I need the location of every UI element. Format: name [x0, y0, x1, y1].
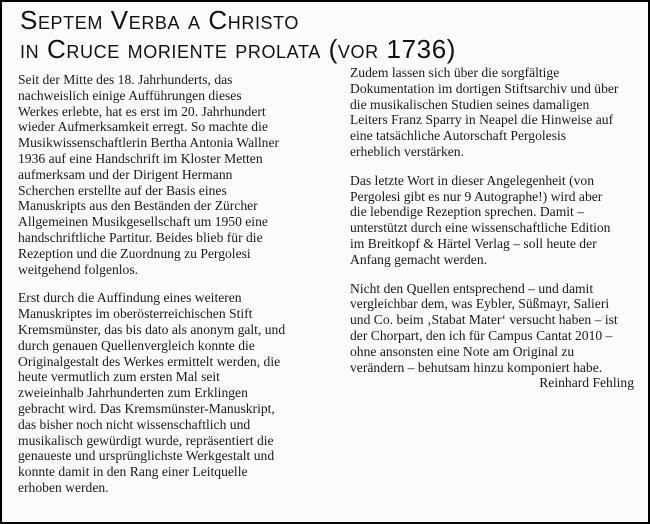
text-line: gebracht wird. Das Kremsmünster-Manuskript, — [18, 400, 275, 416]
text-line: die musikalischen Studien seines damaligen — [350, 96, 590, 112]
text-line: eine tatsächliche Autorschaft Pergolesis — [350, 128, 567, 144]
text-line: durch genauen Quellenvergleich konnte die — [18, 337, 255, 353]
page-title — [20, 6, 640, 64]
paragraph-left-1 — [18, 72, 336, 277]
title-line-2: in Cruce moriente prolata (vor 1736) — [20, 34, 457, 64]
text-line: handschriftliche Partitur. Beides blieb für die — [18, 229, 263, 245]
text-line: Manuskripts aus den Beständen der Zürcher — [18, 198, 258, 214]
text-line: im Breitkopf & Härtel Verlag – soll heute der — [350, 235, 597, 251]
text-line: musikalisch gewürdigt wurde, repräsentiert die — [18, 432, 274, 448]
text-line: 1936 auf eine Handschrift im Kloster Metten — [18, 150, 263, 166]
text-line: weitgehend folgenlos. — [18, 261, 139, 277]
text-line: Nicht den Quellen entsprechend – und damit — [350, 280, 594, 296]
text-line: Das letzte Wort in dieser Angelegenheit (von — [350, 172, 595, 188]
text-line: unterstützt durch eine wissenschaftliche Edition — [350, 220, 611, 236]
text-line: Pergolesi gibt es nur 9 Autographe!) wird aber — [350, 188, 603, 204]
paragraph-right-3 — [350, 281, 640, 376]
text-line: Zudem lassen sich über die sorgfältige — [350, 65, 560, 80]
text-line: ohne ansonsten eine Note am Original zu — [350, 343, 575, 359]
paragraph-right-1 — [350, 65, 640, 160]
author-signature: Reinhard Fehling — [539, 375, 634, 391]
text-line: aufmerksam und der Dirigent Hermann — [18, 166, 233, 182]
text-line: und Co. beim ‚Stabat Mater‘ versucht haben – ist — [350, 312, 618, 328]
text-line: Originalgestalt des Werkes ermittelt werden, die — [18, 353, 281, 369]
left-column — [18, 72, 336, 509]
text-line: Scherchen erstellte auf der Basis eines — [18, 182, 227, 198]
text-line: Rezeption und die Zuordnung zu Pergolesi — [18, 245, 251, 261]
text-line: heute vermutlich zum ersten Mal seit — [18, 369, 220, 385]
text-line: die lebendige Rezeption sprechen. Damit – — [350, 204, 585, 220]
text-line: wieder Aufmerksamkeit erregt. So machte die — [18, 119, 268, 135]
paragraph-right-2 — [350, 173, 640, 268]
text-line: zweieinhalb Jahrhunderten zum Erklingen — [18, 385, 248, 401]
text-line: Anfang gemacht werden. — [350, 251, 488, 267]
text-line: genaueste und ursprünglichste Werkgestalt und — [18, 448, 275, 464]
text-line: konnte damit in den Rang einer Leitquelle — [18, 464, 248, 480]
text-line: der Chorpart, den ich für Campus Cantat 2010 – — [350, 327, 613, 343]
text-line: Allgemeinen Musikgesellschaft um 1950 eine — [18, 214, 268, 230]
text-line: Musikwissenschaftlerin Bertha Antonia Wallner — [18, 135, 280, 151]
text-line: Kremsmünster, das bis dato als anonym galt, und — [18, 321, 286, 337]
text-line: Seit der Mitte des 18. Jahrhunderts, das — [18, 72, 233, 87]
text-line: vergleichbar dem, was Eybler, Süßmayr, Salieri — [350, 296, 610, 312]
text-line: Dokumentation im dortigen Stiftsarchiv und über — [350, 80, 619, 96]
text-line: das bisher noch nicht wissenschaftlich und — [18, 416, 251, 432]
text-line: erheblich verstärken. — [350, 143, 464, 159]
text-line: Leiters Franz Sparry in Neapel die Hinweise auf — [350, 112, 614, 128]
text-line: erhoben werden. — [18, 479, 109, 495]
text-line: Werkes erlebte, hat es erst im 20. Jahrhundert — [18, 103, 266, 119]
text-line: verändern – behutsam hinzu komponiert habe. — [350, 359, 603, 375]
text-line: nachweislich einige Aufführungen dieses — [18, 87, 242, 103]
title-line-1: Septem Verba a Christo — [20, 5, 300, 35]
text-line: Erst durch die Auffindung eines weiteren — [18, 290, 242, 306]
paragraph-left-2 — [18, 290, 336, 495]
text-line: Manuskriptes im oberösterreichischen Stift — [18, 306, 253, 322]
right-column — [350, 65, 640, 391]
